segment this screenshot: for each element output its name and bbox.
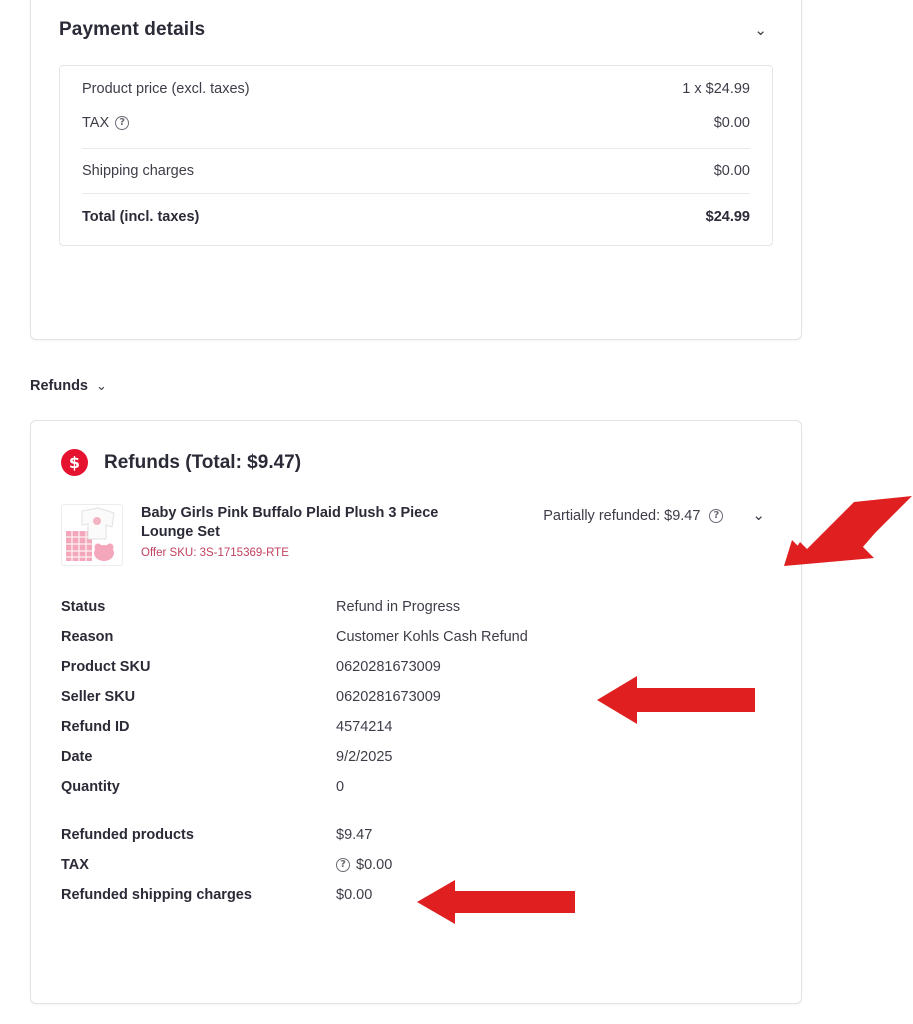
refund-badge-glyph: $ [68, 453, 81, 472]
payment-details-header [31, 0, 801, 51]
refunds-section-toggle[interactable] [30, 378, 107, 394]
refund-amount-value-group [336, 857, 392, 873]
refund-detail-key: Quantity [61, 779, 120, 795]
info-icon[interactable]: ? [115, 116, 129, 130]
product-thumbnail [61, 504, 123, 566]
refunds-card-header [31, 421, 801, 476]
refund-amount-value: $0.00 [336, 887, 373, 903]
refund-item-name: Baby Girls Pink Buffalo Plaid Plush 3 Piece Lounge Set [141, 505, 439, 541]
refund-detail-row [61, 622, 771, 652]
info-icon[interactable]: ? [709, 509, 723, 523]
refund-amount-value: $9.47 [336, 827, 373, 843]
refund-detail-row [61, 592, 771, 622]
refund-detail-row [61, 712, 771, 742]
chevron-down-icon[interactable]: ⌄ [754, 20, 767, 39]
refund-amount-row [61, 880, 771, 910]
refund-detail-key: Seller SKU [61, 689, 136, 705]
refund-amount-key: TAX [61, 857, 89, 873]
chevron-down-icon[interactable]: ⌄ [752, 506, 765, 524]
refund-detail-row [61, 742, 771, 772]
refund-dollar-icon [61, 449, 88, 476]
refund-line-item [31, 476, 801, 566]
payment-details-title: Payment details [59, 19, 206, 40]
refund-detail-value: 9/2/2025 [336, 749, 393, 765]
payment-row-label: Shipping charges [82, 163, 195, 179]
refund-detail-key: Status [61, 599, 106, 615]
chevron-down-icon[interactable]: ⌄ [96, 378, 107, 394]
payment-details-card [30, 0, 802, 340]
refund-amount-key: Refunded products [61, 827, 194, 843]
payment-row-value: $24.99 [705, 209, 750, 225]
refunds-section-label: Refunds [30, 378, 88, 394]
refund-item-offer-sku: Offer SKU: 3S-1715369-RTE [141, 547, 289, 560]
payment-row-label: TAX [82, 115, 110, 131]
refund-detail-value: 4574214 [336, 719, 393, 735]
refund-detail-key: Product SKU [61, 659, 151, 675]
refund-detail-value: 0620281673009 [336, 689, 441, 705]
product-thumbnail-image [62, 505, 122, 565]
info-icon[interactable]: ? [336, 858, 350, 872]
refunds-total-title: Refunds (Total: $9.47) [104, 451, 302, 473]
payment-row-total [82, 193, 750, 235]
refund-item-status: Partially refunded: $9.47 [543, 507, 701, 524]
payment-row-label: Total (incl. taxes) [82, 209, 200, 225]
refund-detail-value: 0620281673009 [336, 659, 441, 675]
refund-detail-row [61, 772, 771, 802]
refund-detail-key: Refund ID [61, 719, 130, 735]
refund-amount-row [61, 850, 771, 880]
payment-row-label: Product price (excl. taxes) [82, 81, 250, 97]
refund-detail-key: Date [61, 749, 93, 765]
refund-detail-key: Reason [61, 629, 114, 645]
refund-item-status-group [543, 504, 771, 525]
refund-amount-row [61, 820, 771, 850]
detail-spacer [61, 802, 771, 820]
refund-detail-row [61, 682, 771, 712]
payment-row-shipping [82, 148, 750, 193]
refund-detail-value: Refund in Progress [336, 599, 461, 615]
refund-amount-value: $0.00 [356, 857, 393, 873]
payment-row-tax [82, 106, 750, 140]
refunds-card [30, 420, 802, 1004]
payment-breakdown-box [59, 65, 773, 246]
payment-row-value: $0.00 [713, 163, 750, 179]
refund-amount-key: Refunded shipping charges [61, 887, 252, 903]
refund-detail-row [61, 652, 771, 682]
payment-row-value: $0.00 [713, 115, 750, 131]
refund-detail-value: Customer Kohls Cash Refund [336, 629, 528, 645]
refund-item-text [141, 504, 441, 559]
refund-detail-value: 0 [336, 779, 345, 795]
payment-row-product-price [82, 72, 750, 106]
refund-details-list [31, 566, 801, 910]
payment-row-value: 1 x $24.99 [682, 81, 750, 97]
